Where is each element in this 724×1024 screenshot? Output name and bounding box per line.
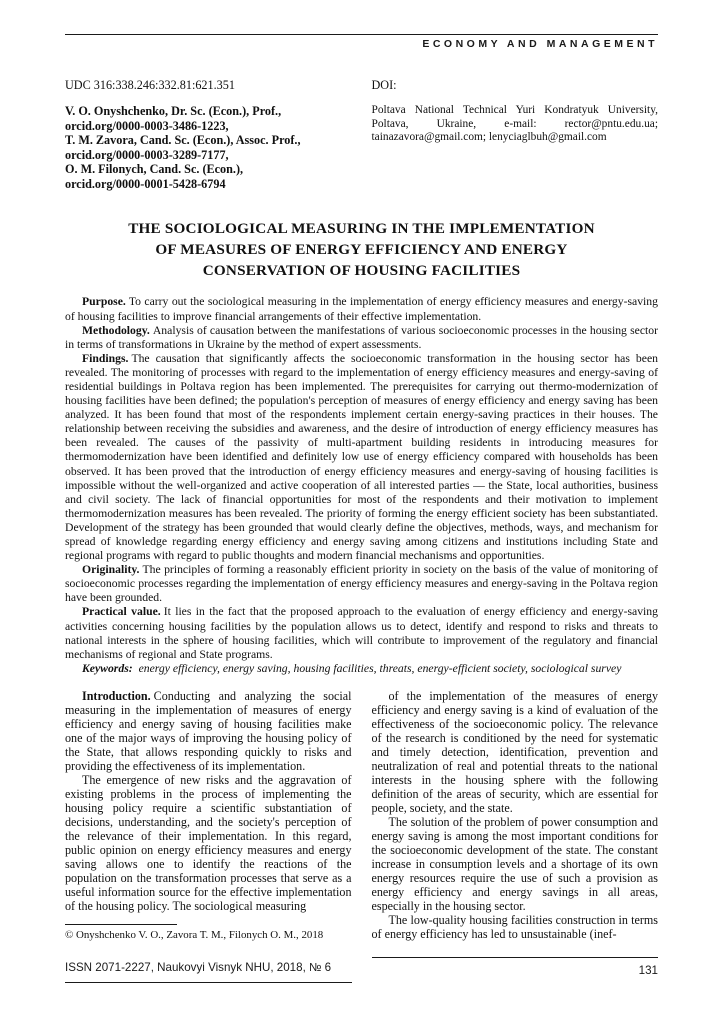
introduction-text: Conducting and analyzing the social measuring in the implementation of measures of energy efficiency and energy saving of housing facilities make one of the major ways of improving the housing policy of the State, that allows responding quickly to risks and providing the effectiveness of its implementation. bbox=[65, 688, 352, 773]
doi-label: DOI: bbox=[371, 78, 397, 92]
author-orcid: orcid.org/0000-0001-5428-6794 bbox=[65, 176, 226, 191]
abstract-originality-label: Originality. bbox=[82, 563, 140, 577]
issn-line: ISSN 2071-2227, Naukovyi Visnyk NHU, 2018, № 6 bbox=[65, 957, 352, 983]
copyright-footnote bbox=[65, 914, 352, 941]
abstract-originality bbox=[65, 563, 658, 605]
article-title: THE SOCIOLOGICAL MEASURING IN THE IMPLEMENTATION OF MEASURES OF ENERGY EFFICIENCY AND ENERGY CONSERVATION OF HOUSING FACILITIES bbox=[128, 219, 595, 280]
abstract-practical-value bbox=[65, 605, 658, 661]
abstract-purpose bbox=[65, 295, 658, 323]
abstract-findings-label: Findings. bbox=[82, 351, 129, 365]
body-left-column bbox=[65, 689, 352, 941]
author-orcid: orcid.org/0000-0003-3289-7177, bbox=[65, 147, 229, 162]
footnote-rule bbox=[65, 924, 177, 925]
body-right-column bbox=[372, 689, 659, 941]
body-columns bbox=[65, 689, 658, 941]
keywords-text: energy efficiency, energy saving, housing facilities, threats, energy-efficient society, sociological survey bbox=[138, 661, 622, 675]
abstract-methodology bbox=[65, 324, 658, 352]
abstract-methodology-label: Methodology. bbox=[82, 323, 150, 337]
body-paragraph bbox=[65, 689, 352, 773]
udc-code: UDC 316:338.246:332.81:621.351 bbox=[65, 78, 235, 92]
keywords-label: Keywords: bbox=[82, 661, 133, 675]
article-meta bbox=[65, 78, 658, 192]
body-paragraph: The low-quality housing facilities construction in terms of energy efficiency has led to unsustainable (inef- bbox=[371, 912, 658, 941]
abstract-findings-text: The causation that significantly affects the socioeconomic transformation in the housing sector has been revealed. The monitoring of processes with regard to the implementation of energy efficiency measures and energy-saving of residential buildings in Poltava region has been implemented. The prerequisites for carrying out thermo-modernization of housing facilities have been defined; the population's perception of measures of energy efficiency and energy saving has been analyzed. It has been found that most of the respondents implement certain energy-saving practices in their houses. The relationship between receiving the subsidies and awareness, and the desire of introduction of energy efficiency measures has been revealed. The causes of the passivity of multi-apartment building residents in introducing measures for thermomodernization have been identified and definitely low use of energy efficiency compared with households has been observed. It has been proved that the introduction of energy efficiency measures and energy-saving of housing facilities is impossible without the well-organized and active cooperation of all interested parties — the State, local authorities, business and civil society. The lack of financial opportunities for most of the respondents and their motivation to implement thermomodernization measures has been revealed. The priority of forming the energy efficient society has been substantiated. Development of the strategy has been grounded that would clearly define the objectives, methods, ways, and mechanism for spread of knowledge regarding energy efficiency and energy saving among citizens and institutions including State and regional programs with regard to public thoughts and modern financial mechanisms and opportunities. bbox=[65, 351, 658, 563]
abstract-methodology-text: Analysis of causation between the manifestations of various socioeconomic processes in the housing sector in terms of transformations in Ukraine by the method of expert assessments. bbox=[65, 323, 658, 351]
abstract-purpose-text: To carry out the sociological measuring in the implementation of energy efficiency measures and energy-saving of housing facilities to improve financial arrangements of their effective implementation. bbox=[65, 295, 658, 323]
author-orcid: orcid.org/0000-0003-3486-1223, bbox=[65, 118, 229, 133]
page-footer bbox=[65, 957, 658, 983]
author-line: V. O. Onyshchenko, Dr. Sc. (Econ.), Prof., bbox=[65, 104, 282, 118]
running-head-block bbox=[65, 34, 658, 50]
body-paragraph: The emergence of new risks and the aggravation of existing problems in the process of implementing the housing policy require a scientific substantiation of decisions, understanding, and the society's perception of the relevance of their implementation. In this regard, public opinion on energy efficiency measures and energy saving allows one to identify the reactions of the population on the transformation processes that serve as a useful information source for the effective implementation of the housing policy. The sociological measuring bbox=[65, 772, 352, 913]
abstract-originality-text: The principles of forming a reasonably efficient priority in society on the basis of the value of monitoring of socioeconomic processes regarding the implementation of energy efficiency measures and energy-saving in the Poltava region have been grounded. bbox=[65, 563, 658, 605]
body-paragraph: of the implementation of the measures of energy efficiency and energy saving is a kind of evaluation of the effectiveness of the socioeconomic policy. The relevance of the research is conditioned by the need for systematic and timely detection, identification, prevention and neutralization of real and potential threats to the national interests in the housing sphere with the following definition of the areas of security, which are essential for people, society, and the state. bbox=[371, 688, 658, 815]
abstract-purpose-label: Purpose. bbox=[82, 295, 126, 309]
running-head-rule bbox=[65, 34, 658, 35]
meta-left-column bbox=[65, 78, 352, 192]
affiliation-text: Poltava National Technical Yuri Kondratyuk University, Poltava, Ukraine, e-mail: rector@pntu.edu.ua; tainazavora@gmail.com; lenyciaglbuh@gmail.com bbox=[371, 104, 658, 144]
authors-block bbox=[65, 104, 352, 192]
section-heading: ECONOMY AND MANAGEMENT bbox=[422, 38, 658, 50]
keywords-line bbox=[65, 662, 658, 676]
body-paragraph: The solution of the problem of power consumption and energy saving is among the most important conditions for the socioeconomic development of the state. The constant increase in consumption levels and a shortage of its own energy resources require the use of such a provision as energy efficiency and energy savings in all areas, especially in the housing sector. bbox=[371, 814, 658, 913]
abstract-practical-value-label: Practical value. bbox=[82, 605, 161, 619]
abstract-findings bbox=[65, 352, 658, 563]
introduction-label: Introduction. bbox=[82, 688, 151, 703]
meta-right-column bbox=[372, 78, 659, 192]
abstract-practical-value-text: It lies in the fact that the proposed approach to the evaluation of energy efficiency and energy-saving activities concerning housing facilities by the population allows us to detect, identify and respond to risks and threats to national interests in the sphere of housing facilities, which will contribute to improvement of the regulatory and financial mechanisms of regional and State programs. bbox=[65, 605, 658, 661]
author-line: T. M. Zavora, Cand. Sc. (Econ.), Assoc. Prof., bbox=[65, 133, 301, 148]
author-line: O. M. Filonych, Cand. Sc. (Econ.), bbox=[65, 162, 244, 177]
copyright-text: © Onyshchenko V. O., Zavora T. M., Filonych O. M., 2018 bbox=[65, 928, 324, 941]
abstract-section bbox=[65, 295, 658, 676]
page-number: 131 bbox=[372, 957, 659, 983]
